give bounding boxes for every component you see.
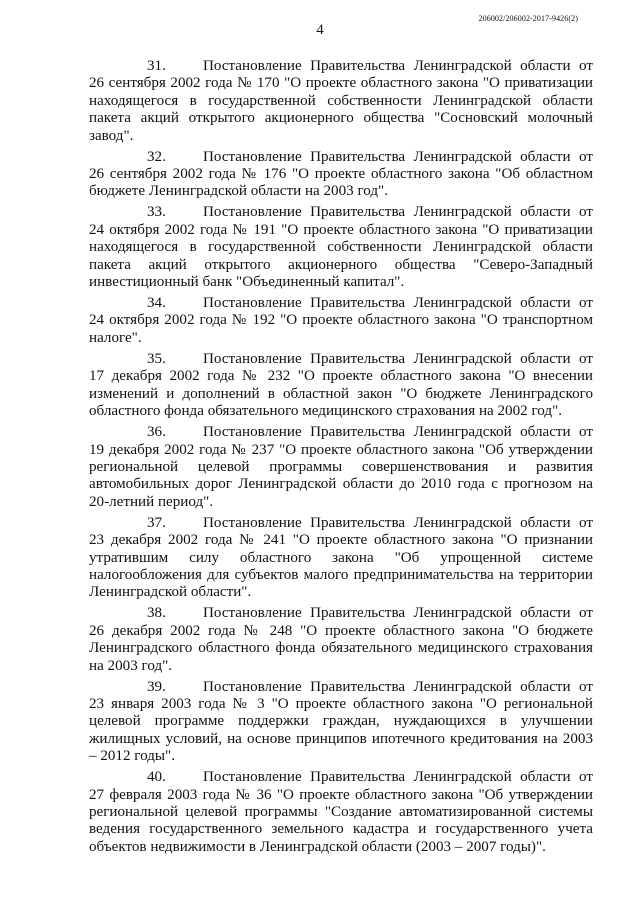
item-number: 38. — [147, 605, 166, 622]
item-number: 33. — [147, 204, 166, 221]
item-number: 34. — [147, 295, 166, 312]
list-item — [89, 424, 593, 511]
document-code: 206002/206002-2017-9426(2) — [478, 14, 578, 23]
item-number: 35. — [147, 350, 166, 367]
item-text: Постановление Правительства Ленинградской области от 27 февраля 2003 года № 36 "О проекте областного закона "Об утверждении региональной целевой программы "Создание автоматизированной системы ведения государственного земельного кадастра и государственного учета объектов недвижимости в Ленинградской области (2003 – 2007 годы)". — [89, 769, 593, 855]
item-number: 31. — [147, 58, 166, 74]
item-text: Постановление Правительства Ленинградской области от 26 декабря 2002 года № 248 "О проекте областного закона "О бюджете Ленинградского областного фонда обязательного медицинского страхования на 2003 год". — [89, 605, 593, 674]
item-text: Постановление Правительства Ленинградской области от 17 декабря 2002 года № 232 "О проекте областного закона "О внесении изменений и дополнений в областной закон "О бюджете Ленинградского областного фонда обязательного медицинского страхования на 2002 год". — [89, 350, 593, 420]
page-number: 4 — [316, 22, 324, 38]
item-number: 39. — [147, 678, 166, 695]
list-item — [89, 204, 593, 291]
list-item — [89, 769, 593, 856]
list-item — [89, 295, 593, 347]
item-text: Постановление Правительства Ленинградской области от 26 сентября 2002 года № 176 "О проекте областного закона "Об областном бюджете Ленинградской области на 2003 год". — [89, 148, 593, 200]
item-number: 40. — [147, 769, 166, 786]
list-item — [89, 149, 593, 201]
list-item — [89, 605, 593, 675]
list-item — [89, 58, 593, 145]
item-text: Постановление Правительства Ленинградской области от 19 декабря 2002 года № 237 "О проекте областного закона "Об утверждении региональной целевой программы совершенствования и развития автомобильных дорог Ленинградской области до 2010 года с прогнозом на 20-летний период". — [89, 424, 593, 510]
item-text: Постановление Правительства Ленинградской области от 23 января 2003 года № 3 "О проекте областного закона "О региональной целевой программе поддержки граждан, нуждающихся в улучшении жилищных условий, на основе принципов ипотечного кредитования на 2003 – 2012 годы". — [89, 678, 593, 765]
item-number: 32. — [147, 148, 166, 165]
item-text: Постановление Правительства Ленинградской области от 24 октября 2002 года № 192 "О проекте областного закона "О транспортном налоге". — [89, 295, 593, 346]
item-number: 36. — [147, 424, 166, 441]
document-body — [89, 58, 593, 860]
list-item — [89, 515, 593, 602]
item-text: Постановление Правительства Ленинградской области от 26 сентября 2002 года № 170 "О проекте областного закона "О приватизации находящегося в государственной собственности Ленинградской области пакета акций открытого акционерного общества "Сосновский молочный завод". — [89, 58, 593, 144]
item-text: Постановление Правительства Ленинградской области от 23 декабря 2002 года № 241 "О проекте областного закона "О признании утратившим силу областного закона "Об упрощенной системе налогообложения для субъектов малого предпринимательства на территории Ленинградской области". — [89, 514, 593, 601]
item-text: Постановление Правительства Ленинградской области от 24 октября 2002 года № 191 "О проекте областного закона "О приватизации находящегося в государственной собственности Ленинградской области пакета акций открытого акционерного общества "Северо-Западный инвестиционный банк "Объединенный капитал". — [89, 204, 593, 291]
item-number: 37. — [147, 514, 166, 531]
list-item — [89, 679, 593, 766]
list-item — [89, 351, 593, 421]
